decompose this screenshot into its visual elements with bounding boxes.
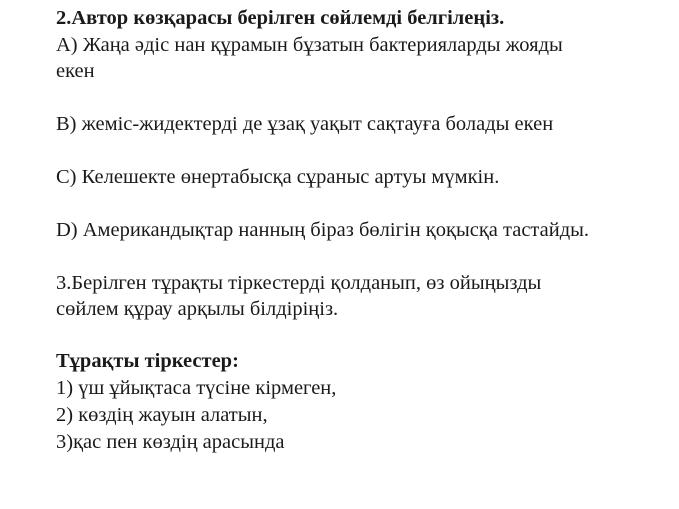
task3-title-line1: 3.Берілген тұрақты тіркестерді қолданып, өз ойыңызды — [56, 272, 542, 294]
task2-title: 2.Автор көзқарасы берілген сөйлемді белгілеңіз. — [56, 7, 505, 29]
phrase-item: 3)қас пен көздің арасында — [56, 431, 285, 453]
task2-option-a-line2: екен — [56, 60, 95, 82]
task2-option-b: B) жеміс-жидектерді де ұзақ уақыт сақтауға болады екен — [56, 113, 554, 135]
phrases-heading: Тұрақты тіркестер: — [56, 350, 239, 372]
task3-title-line2: сөйлем құрау арқылы білдіріңіз. — [56, 298, 339, 320]
task2-option-a-line1: A) Жаңа әдіс нан құрамын бұзатын бактерияларды жояды — [56, 34, 563, 56]
task2-option-d: D) Американдықтар нанның біраз бөлігін қоқысқа тастайды. — [56, 219, 590, 241]
phrase-item: 1) үш ұйықтаса түсіне кірмеген, — [56, 377, 337, 399]
task2-option-c: C) Келешекте өнертабысқа сұраныс артуы мүмкін. — [56, 166, 500, 188]
phrase-item: 2) көздің жауын алатын, — [56, 404, 268, 426]
